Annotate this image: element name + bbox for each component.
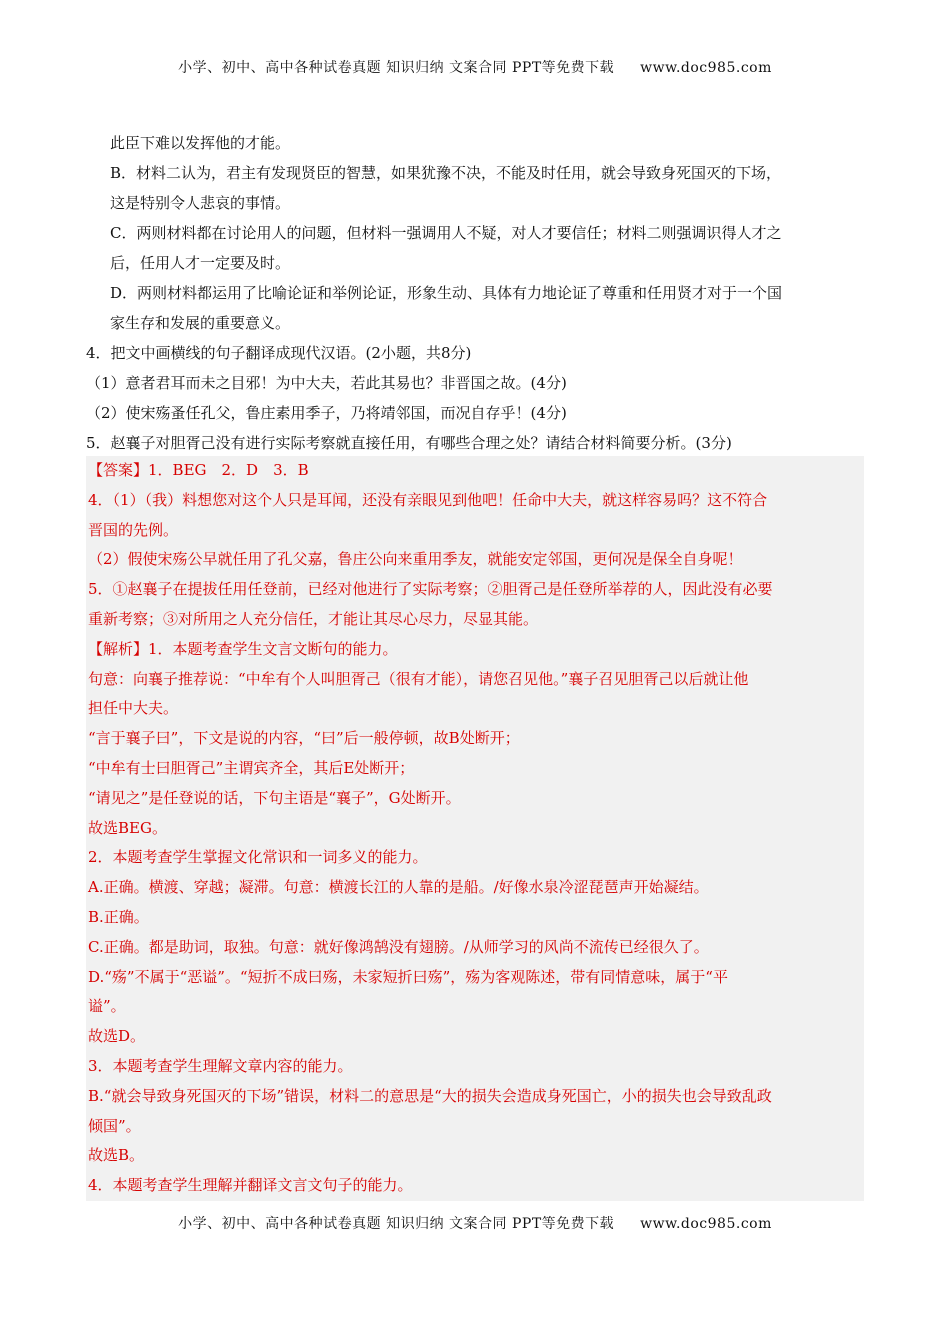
analysis-line: “中牟有士曰胆胥己”主谓宾齐全，其后E处断开； [88, 758, 415, 777]
analysis-line: “请见之”是任登说的话，下句主语是“襄子”，G处断开。 [88, 788, 461, 807]
analysis-line: 3．本题考查学生理解文章内容的能力。 [88, 1056, 353, 1075]
question-4-1: （1）意者君耳而未之目邪！为中大夫，若此其易也？非晋国之故。(4分) [86, 374, 567, 392]
option-d-line-2: 家生存和发展的重要意义。 [110, 314, 291, 332]
option-b-line-1: B．材料二认为，君主有发现贤臣的智慧，如果犹豫不决，不能及时任用，就会导致身死国灭的下场， [110, 164, 782, 182]
footer-url[interactable]: www.doc985.com [640, 1216, 772, 1232]
analysis-line: 故选B。 [88, 1146, 145, 1165]
analysis-line: 故选BEG。 [88, 818, 167, 837]
answer-line: 【答案】1．BEG 2．D 3．B [88, 461, 309, 479]
page-footer [0, 1213, 950, 1233]
analysis-line: 2．本题考查学生掌握文化常识和一词多义的能力。 [88, 848, 428, 867]
option-a-continuation: 此臣下难以发挥他的才能。 [110, 134, 291, 152]
answer-section [86, 456, 864, 1201]
analysis-line: A.正确。横渡、穿越；凝滞。句意：横渡长江的人靠的是船。/好像水泉冷涩琵琶声开始凝结。 [88, 878, 709, 897]
analysis-line: 担任中大夫。 [88, 699, 179, 718]
answer-line: 5．①赵襄子在提拔任用任登前，已经对他进行了实际考察；②胆胥己是任登所举荐的人，因此没有必要 [88, 580, 773, 599]
question-4: 4．把文中画横线的句子翻译成现代汉语。(2小题，共8分) [86, 344, 472, 362]
analysis-line: D.“殇”不属于“恶谥”。“短折不成曰殇，未家短折曰殇”，殇为客观陈述，带有同情意味，属于“平 [88, 967, 728, 986]
analysis-line: 句意：向襄子推荐说：“中牟有个人叫胆胥己（很有才能），请您召见他。”襄子召见胆胥己以后就让他 [88, 669, 749, 688]
page-header [0, 57, 950, 77]
analysis-line: 倾国”。 [88, 1116, 141, 1135]
analysis-line: C.正确。都是助词，取独。句意：就好像鸿鹄没有翅膀。/从师学习的风尚不流传已经很久了。 [88, 937, 709, 956]
question-4-2: （2）使宋殇蚤任孔父，鲁庄素用季子，乃将靖邻国，而况自存乎！(4分) [86, 404, 567, 422]
header-url[interactable]: www.doc985.com [640, 60, 772, 76]
answer-line: 4．（1）（我）料想您对这个人只是耳闻，还没有亲眼见到他吧！任命中大夫，就这样容易吗？这不符合 [88, 490, 768, 509]
analysis-line: B.“就会导致身死国灭的下场”错误，材料二的意思是“大的损失会造成身死国亡，小的损失也会导致乱政 [88, 1086, 772, 1105]
option-b-line-2: 这是特别令人悲哀的事情。 [110, 194, 291, 212]
answer-line: 晋国的先例。 [88, 520, 179, 539]
question-section [86, 128, 866, 458]
option-c-line-2: 后，任用人才一定要及时。 [110, 254, 291, 272]
option-c-line-1: C．两则材料都在讨论用人的问题，但材料一强调用人不疑，对人才要信任；材料二则强调识得人才之 [110, 224, 782, 242]
analysis-line: “言于襄子曰”，下文是说的内容，“曰”后一般停顿，故B处断开； [88, 729, 520, 748]
analysis-line: 4．本题考查学生理解并翻译文言文句子的能力。 [88, 1176, 413, 1195]
question-5: 5．赵襄子对胆胥己没有进行实际考察就直接任用，有哪些合理之处？请结合材料简要分析。(3分) [86, 434, 732, 452]
answer-line: 重新考察；③对所用之人充分信任，才能让其尽心尽力，尽显其能。 [88, 609, 539, 628]
analysis-line: B.正确。 [88, 907, 149, 926]
analysis-line: 故选D。 [88, 1027, 146, 1046]
analysis-line: 【解析】1．本题考查学生文言文断句的能力。 [88, 639, 398, 658]
footer-text: 小学、初中、高中各种试卷真题 知识归纳 文案合同 PPT等免费下载 [178, 1216, 615, 1232]
option-d-line-1: D．两则材料都运用了比喻论证和举例论证，形象生动、具体有力地论证了尊重和任用贤才对于一个国 [110, 284, 783, 302]
analysis-line: 谥”。 [88, 997, 126, 1016]
answer-line: （2）假使宋殇公早就任用了孔父嘉，鲁庄公向来重用季友，就能安定邻国，更何况是保全自身呢！ [88, 550, 743, 569]
header-text: 小学、初中、高中各种试卷真题 知识归纳 文案合同 PPT等免费下载 [178, 60, 615, 76]
